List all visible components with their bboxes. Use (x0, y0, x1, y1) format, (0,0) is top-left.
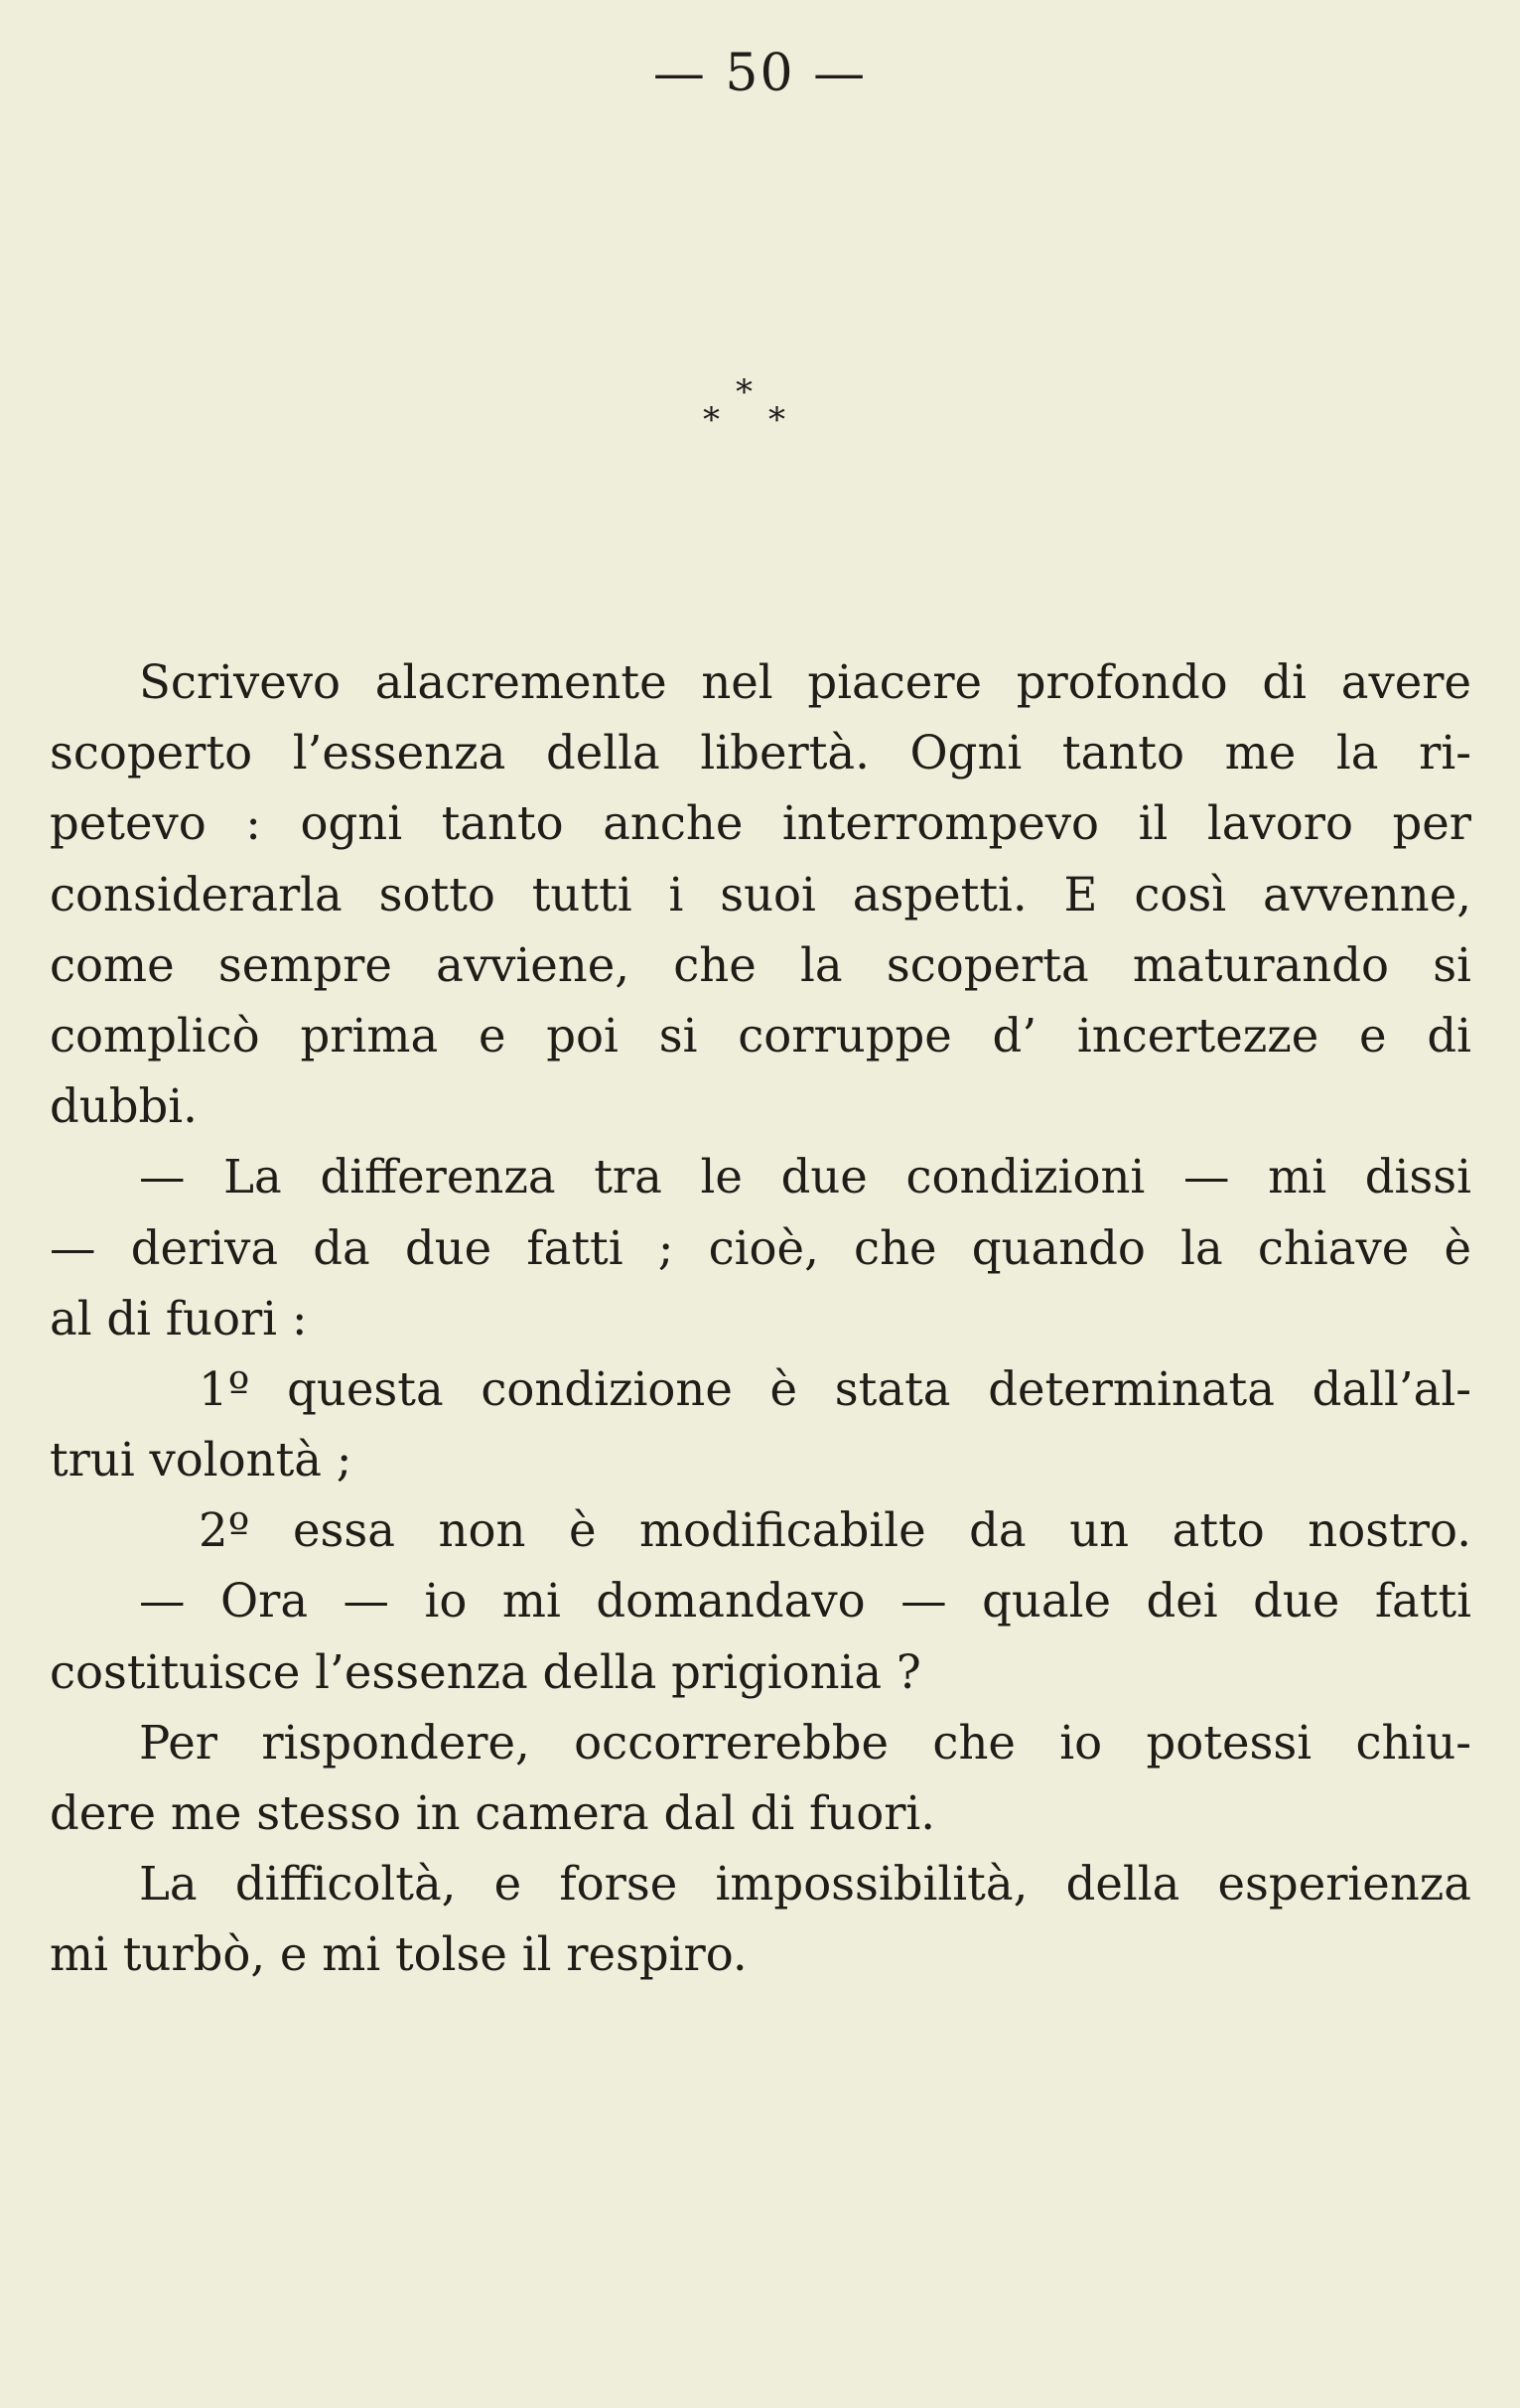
page-number: — 50 — (652, 44, 868, 103)
text-line: costituisce l’essenza della prigionia ? (50, 1644, 921, 1699)
text-line: 2º essa non è modificabile da un atto nostro. (199, 1503, 1471, 1558)
text-line: scoperto l’essenza della libertà. Ogni tanto me la ri- (50, 726, 1471, 780)
text-line: — deriva da due fatti ; cioè, che quando la chiave è (50, 1220, 1471, 1275)
text-line: — La differenza tra le due condizioni — mi dissi (139, 1150, 1471, 1204)
text-line: La difficoltà, e forse impossibilità, della esperienza (139, 1857, 1471, 1912)
text-line: dere me stesso in camera dal di fuori. (50, 1786, 936, 1840)
text-line: al di fuori : (50, 1291, 308, 1346)
text-line: considerarla sotto tutti i suoi aspetti. E così avvenne, (50, 867, 1471, 921)
text-line: 1º questa condizione è stata determinata dall’al- (199, 1361, 1471, 1416)
text-line: trui volontà ; (50, 1433, 352, 1487)
asterism-star-top: * (736, 372, 753, 412)
text-line: complicò prima e poi si corruppe d’ incertezze e di (50, 1008, 1471, 1062)
asterism-star-left: * (703, 400, 720, 440)
asterism-star-right: * (768, 400, 785, 440)
text-line: come sempre avviene, che la scoperta maturando si (50, 937, 1471, 992)
text-line: — Ora — io mi domandavo — quale dei due fatti (139, 1574, 1471, 1629)
text-line: dubbi. (50, 1079, 198, 1134)
text-line: petevo : ogni tanto anche interrompevo il lavoro per (50, 796, 1471, 851)
text-line: Per rispondere, occorrerebbe che io potessi chiu- (139, 1715, 1471, 1770)
text-line: mi turbò, e mi tolse il respiro. (50, 1927, 748, 1982)
body-text (50, 647, 1471, 1991)
section-asterism (0, 367, 1520, 447)
text-line: Scrivevo alacremente nel piacere profondo di avere (139, 655, 1471, 709)
